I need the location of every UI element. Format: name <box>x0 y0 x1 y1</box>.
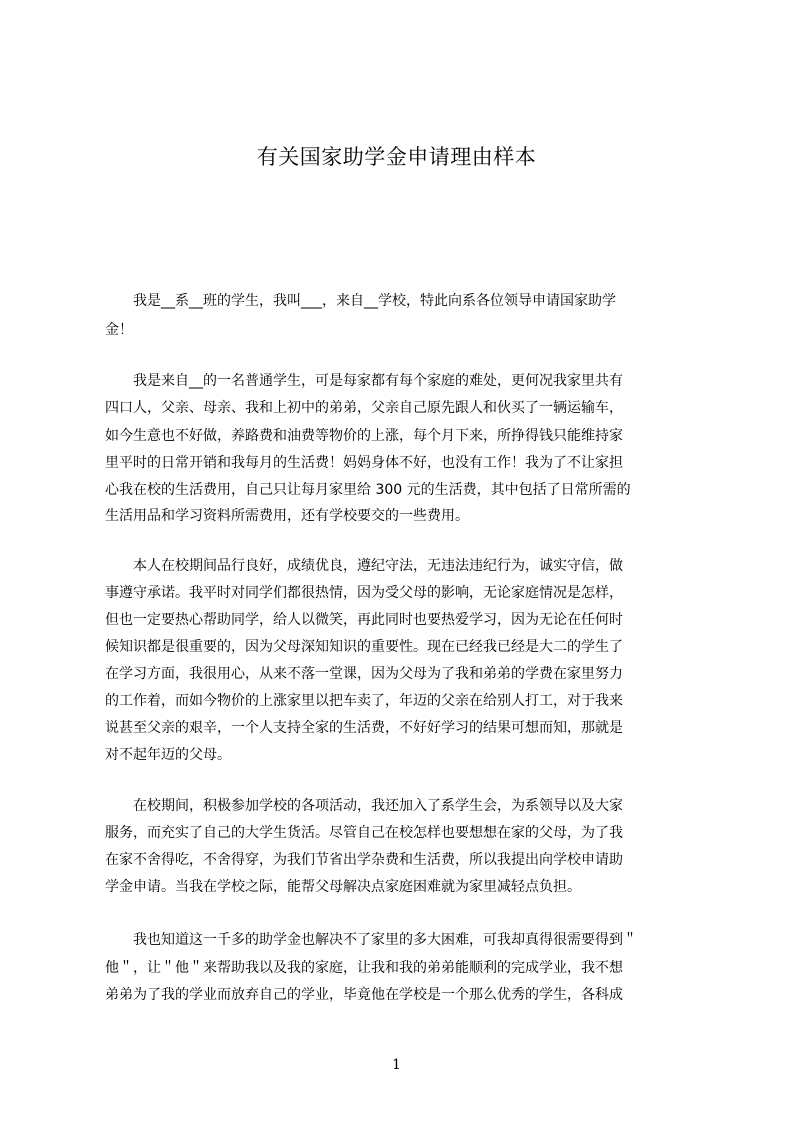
paragraph-2-line-1: 我是来自__的一名普通学生，可是每家都有每个家庭的难处，更何况我家里共有 <box>105 373 623 389</box>
paragraph-5-line-1: 我也知道这一千多的助学金也解决不了家里的多大困难，可我却真得很需要得到＂ <box>105 932 637 948</box>
paragraph-1-line-1: 我是__系__班的学生，我叫___，来自__学校，特此向系各位领导申请国家助学 <box>105 293 616 309</box>
paragraph-3-line-8: 对不起年迈的父母。 <box>105 747 231 763</box>
paragraph-3-line-2: 事遵守承诺。我平时对同学们都很热情，因为受父母的影响，无论家庭情况是怎样， <box>105 585 623 601</box>
paragraph-3-line-3: 但也一定要热心帮助同学，给人以微笑，再此同时也要热爱学习，因为无论在任何时 <box>105 612 623 628</box>
paragraph-2-line-3: 如今生意也不好做，养路费和油费等物价的上涨，每个月下来，所挣得钱只能维持家 <box>105 428 623 444</box>
paragraph-3-line-6: 的工作着，而如今物价的上涨家里以把车卖了，年迈的父亲在给别人打工，对于我来 <box>105 693 623 709</box>
paragraph-4-line-3: 在家不舍得吃，不舍得穿，为我们节省出学杂费和生活费，所以我提出向学校申请助 <box>105 852 623 868</box>
paragraph-4-line-1: 在校期间，积极参加学校的各项活动，我还加入了系学生会，为系领导以及大家 <box>105 798 623 814</box>
paragraph-2-line-5: 心我在校的生活费用，自己只让每月家里给 300 元的生活费，其中包括了日常所需的 <box>105 482 631 498</box>
document-title: 有关国家助学金申请理由样本 <box>256 145 537 169</box>
paragraph-1-line-2: 金！ <box>105 322 133 338</box>
paragraph-3-line-4: 候知识都是很重要的，因为父母深知知识的重要性。现在已经我已经是大二的学生了 <box>105 639 623 655</box>
paragraph-3-line-5: 在学习方面，我很用心，从来不落一堂课，因为父母为了我和弟弟的学费在家里努力 <box>105 666 623 682</box>
paragraph-3-line-7: 说甚至父亲的艰辛，一个人支持全家的生活费，不好好学习的结果可想而知，那就是 <box>105 720 623 736</box>
paragraph-2-line-2: 四口人，父亲、母亲、我和上初中的弟弟，父亲自己原先跟人和伙买了一辆运输车， <box>105 400 623 416</box>
paragraph-3-line-1: 本人在校期间品行良好，成绩优良，遵纪守法，无违法违纪行为，诚实守信，做 <box>105 558 623 574</box>
paragraph-4-line-4: 学金申请。当我在学校之际，能帮父母解决点家庭困难就为家里减轻点负担。 <box>105 879 581 895</box>
paragraph-5-line-2: 他＂，让＂他＂来帮助我以及我的家庭，让我和我的弟弟能顺利的完成学业，我不想 <box>105 960 623 976</box>
paragraph-5-line-3: 弟弟为了我的学业而放弃自己的学业，毕竟他在学校是一个那么优秀的学生，各科成 <box>105 987 623 1003</box>
paragraph-2-line-4: 里平时的日常开销和我每月的生活费！妈妈身体不好，也没有工作！我为了不让家担 <box>105 455 623 471</box>
page-number: 1 <box>392 1057 401 1073</box>
paragraph-2-line-6: 生活用品和学习资料所需费用，还有学校要交的一些费用。 <box>105 508 469 524</box>
paragraph-4-line-2: 服务，而充实了自己的大学生货活。尽管自己在校怎样也要想想在家的父母，为了我 <box>105 825 623 841</box>
